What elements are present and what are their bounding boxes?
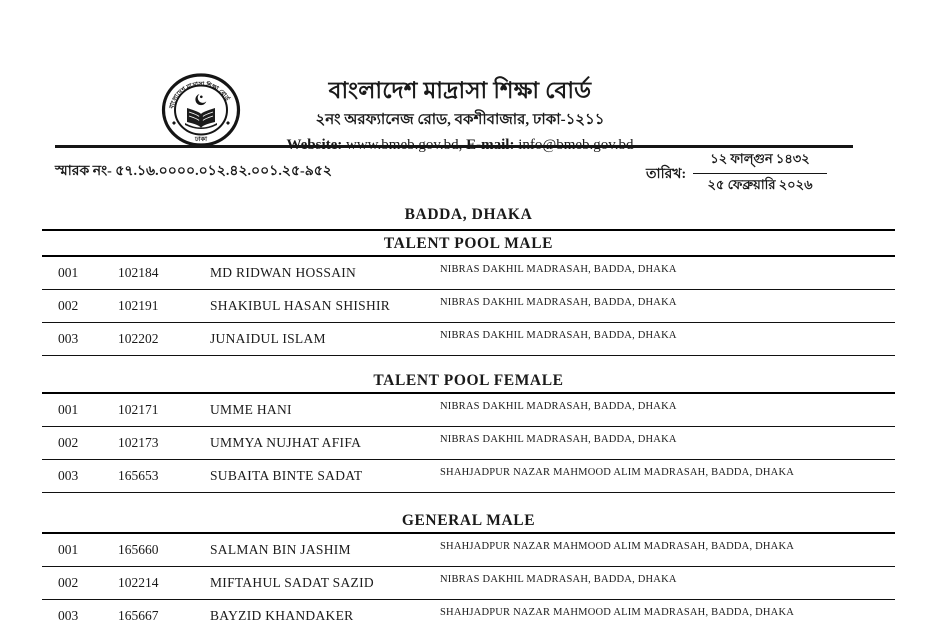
table-row xyxy=(42,567,895,600)
roll-cell: 102173 xyxy=(118,435,159,450)
serial-cell: 001 xyxy=(58,265,79,280)
serial-cell: 003 xyxy=(58,468,79,483)
madrasah-cell: SHAHJADPUR NAZAR MAHMOOD ALIM MADRASAH, BADDA, DHAKA xyxy=(440,607,795,618)
student-name-cell: BAYZID KHANDAKER xyxy=(210,608,354,623)
section-title: GENERAL MALE xyxy=(42,508,895,534)
student-name-cell: UMMYA NUJHAT AFIFA xyxy=(210,435,362,450)
table-row xyxy=(42,600,895,631)
serial-cell: 002 xyxy=(58,435,79,450)
student-name-cell: UMME HANI xyxy=(210,402,292,417)
table-row xyxy=(42,290,895,323)
header-divider-rule xyxy=(55,145,853,148)
table-row xyxy=(42,427,895,460)
madrasah-cell: NIBRAS DAKHIL MADRASAH, BADDA, DHAKA xyxy=(440,264,677,275)
table-row xyxy=(42,534,895,567)
madrasah-cell: NIBRAS DAKHIL MADRASAH, BADDA, DHAKA xyxy=(440,434,677,445)
section-title: TALENT POOL MALE xyxy=(42,231,895,257)
student-name-cell: SHAKIBUL HASAN SHISHIR xyxy=(210,298,391,313)
student-name-cell: SALMAN BIN JASHIM xyxy=(210,542,351,557)
roll-cell: 165667 xyxy=(118,608,159,623)
section-talent-pool-female xyxy=(42,368,895,493)
seal-ring-text: বাংলাদেশ মাদ্রাসা শিক্ষা বোর্ড xyxy=(168,80,231,110)
section-talent-pool-male xyxy=(42,229,895,356)
roll-cell: 102191 xyxy=(118,298,159,313)
table-row xyxy=(42,257,895,290)
student-name-cell: MIFTAHUL SADAT SAZID xyxy=(210,575,374,590)
star-icon xyxy=(172,121,176,125)
roll-cell: 102171 xyxy=(118,402,159,417)
roll-cell: 102202 xyxy=(118,331,159,346)
roll-cell: 102184 xyxy=(118,265,159,280)
district-title: BADDA, DHAKA xyxy=(404,206,533,223)
madrasah-cell: SHAHJADPUR NAZAR MAHMOOD ALIM MADRASAH, BADDA, DHAKA xyxy=(440,467,795,478)
serial-cell: 003 xyxy=(58,331,79,346)
org-address: ২নং অরফ্যানেজ রোড, বকশীবাজার, ঢাকা-১২১১ xyxy=(315,112,605,129)
letterhead xyxy=(180,78,740,154)
section-title: TALENT POOL FEMALE xyxy=(42,368,895,394)
memo-number: স্মারক নং- ৫৭.১৬.০০০০.০১২.৪২.০০১.২৫-৯৫২ xyxy=(55,164,332,179)
madrasah-cell: NIBRAS DAKHIL MADRASAH, BADDA, DHAKA xyxy=(440,401,677,412)
student-name-cell: MD RIDWAN HOSSAIN xyxy=(210,265,357,280)
table-row xyxy=(42,323,895,356)
student-name-cell: JUNAIDUL ISLAM xyxy=(210,331,326,346)
section-general-male xyxy=(42,508,895,631)
date-block xyxy=(693,150,827,197)
date-label: তারিখ: xyxy=(646,167,687,182)
serial-cell: 002 xyxy=(58,575,79,590)
madrasah-cell: SHAHJADPUR NAZAR MAHMOOD ALIM MADRASAH, BADDA, DHAKA xyxy=(440,541,795,552)
serial-cell: 001 xyxy=(58,402,79,417)
madrasah-cell: NIBRAS DAKHIL MADRASAH, BADDA, DHAKA xyxy=(440,574,677,585)
table-row xyxy=(42,460,895,493)
serial-cell: 002 xyxy=(58,298,79,313)
roll-cell: 165653 xyxy=(118,468,159,483)
madrasah-cell: NIBRAS DAKHIL MADRASAH, BADDA, DHAKA xyxy=(440,297,677,308)
org-name: বাংলাদেশ মাদ্রাসা শিক্ষা বোর্ড xyxy=(328,78,592,103)
serial-cell: 003 xyxy=(58,608,79,623)
roll-cell: 165660 xyxy=(118,542,159,557)
serial-cell: 001 xyxy=(58,542,79,557)
madrasah-cell: NIBRAS DAKHIL MADRASAH, BADDA, DHAKA xyxy=(440,330,677,341)
date-gregorian: ২৫ ফেব্রুয়ারি ২০২৬ xyxy=(707,177,813,192)
student-name-cell: SUBAITA BINTE SADAT xyxy=(210,468,363,483)
seal-city-text: ঢাকা xyxy=(195,136,207,143)
table-row xyxy=(42,394,895,427)
date-bangla: ১২ ফাল্গুন ১৪৩২ xyxy=(693,150,827,174)
roll-cell: 102214 xyxy=(118,575,159,590)
